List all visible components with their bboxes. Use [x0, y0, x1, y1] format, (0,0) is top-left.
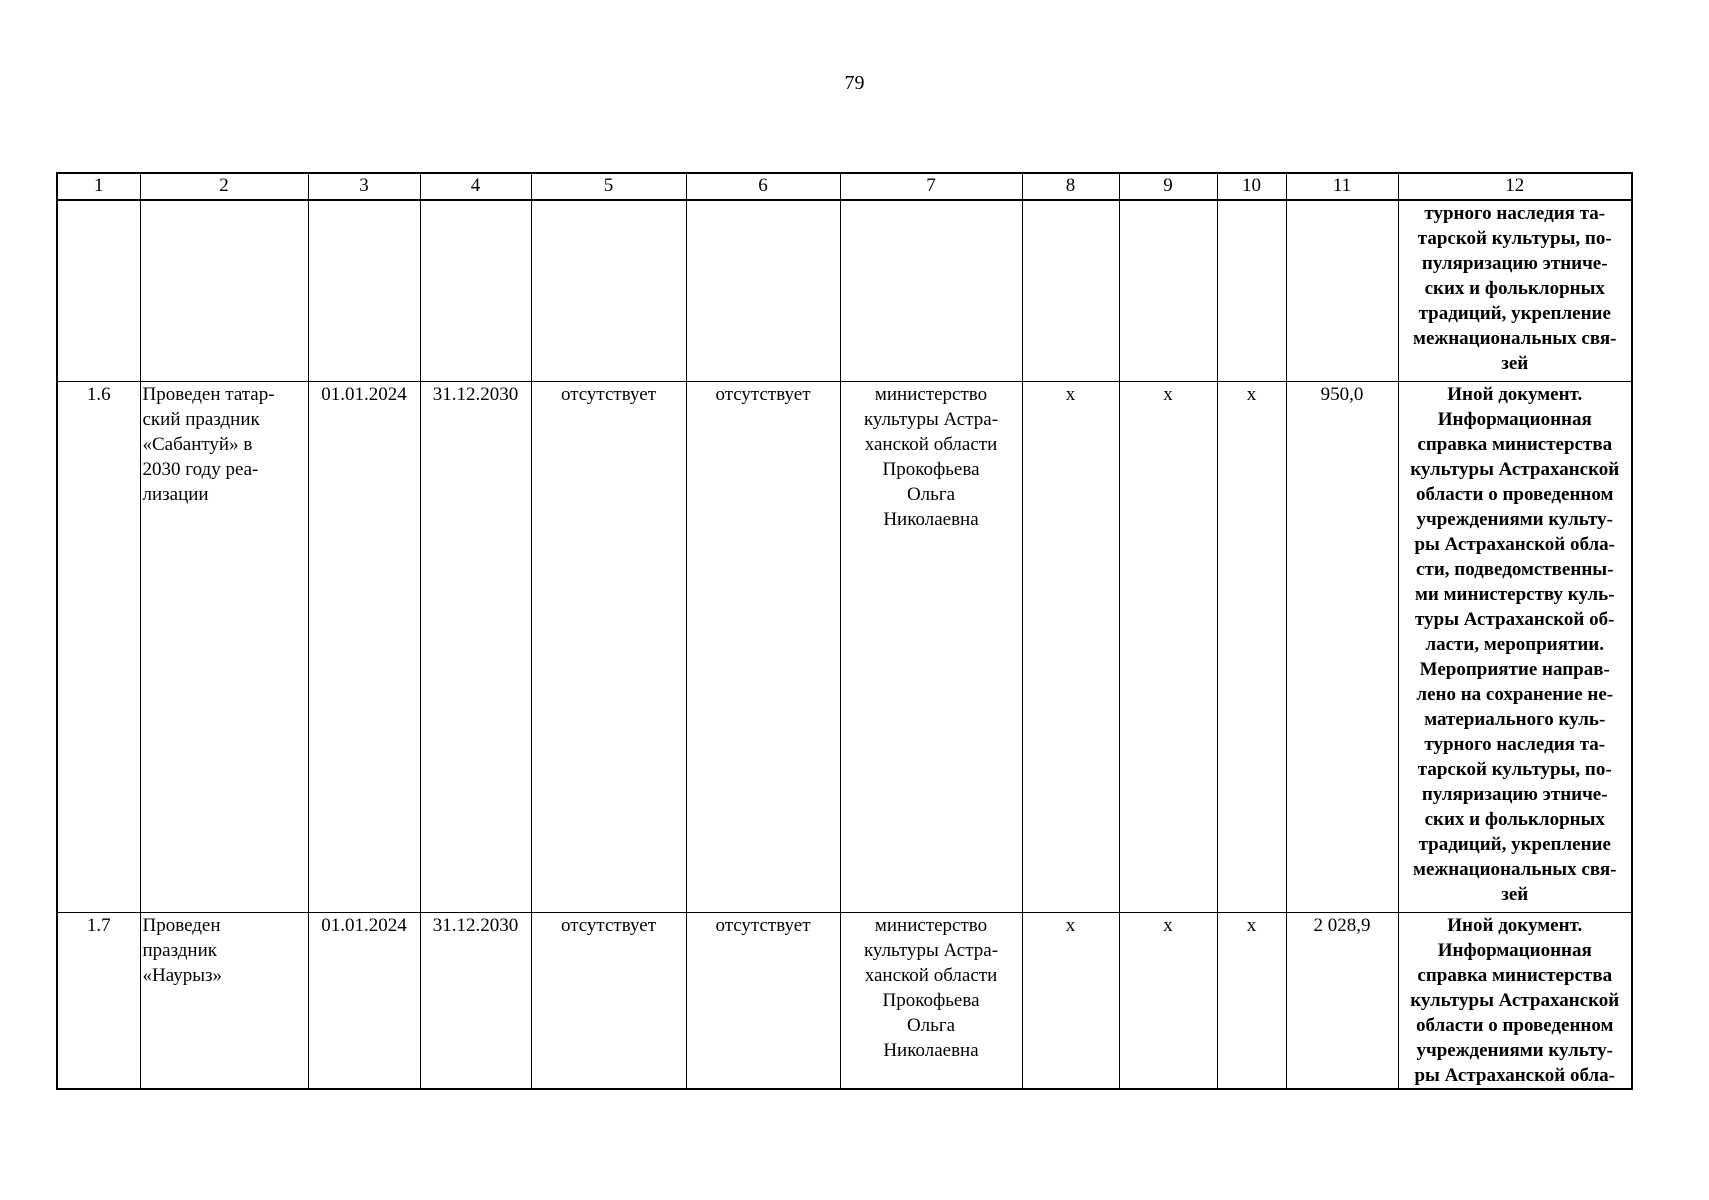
- document-line: Информационная: [1437, 409, 1592, 430]
- cell-col10: [1217, 200, 1286, 382]
- column-header: 3: [308, 173, 420, 200]
- page-number: 79: [844, 72, 865, 94]
- document-line: сти, подведомственны-: [1416, 559, 1614, 580]
- document-line: зей: [1501, 884, 1529, 905]
- cell-name: [140, 913, 308, 1090]
- cell-col6: отсутствует: [686, 913, 840, 1090]
- cell-number: [57, 200, 140, 382]
- cell-end-date: 31.12.2030: [420, 913, 531, 1090]
- cell-end-date: 31.12.2030: [420, 382, 531, 913]
- document-line: турного наследия та-: [1424, 203, 1606, 224]
- column-header: 1: [57, 173, 140, 200]
- cell-col5: [531, 200, 686, 382]
- responsible-line: министерство: [874, 384, 988, 405]
- responsible-line: Николаевна: [883, 509, 979, 530]
- document-line: ры Астраханской обла-: [1414, 534, 1615, 555]
- responsible-line: Прокофьева: [882, 990, 980, 1011]
- cell-responsible: [840, 913, 1022, 1090]
- document-line: ры Астраханской обла-: [1414, 1065, 1615, 1086]
- responsible-line: Прокофьева: [882, 459, 980, 480]
- cell-col5: отсутствует: [531, 913, 686, 1090]
- cell-col8: [1022, 200, 1119, 382]
- cell-document: [1398, 200, 1632, 382]
- responsible-line: Николаевна: [883, 1040, 979, 1061]
- cell-col10: х: [1217, 382, 1286, 913]
- cell-amount: 950,0: [1286, 382, 1398, 913]
- responsible-line: культуры Астра-: [863, 409, 999, 430]
- document-line: культуры Астраханской: [1410, 459, 1620, 480]
- column-header: 6: [686, 173, 840, 200]
- column-header: 2: [140, 173, 308, 200]
- document-line: Информационная: [1437, 940, 1592, 961]
- document-line: пуляризацию этниче-: [1421, 784, 1608, 805]
- cell-responsible: [840, 382, 1022, 913]
- name-line: праздник: [142, 940, 217, 961]
- document-line: пуляризацию этниче-: [1421, 253, 1608, 274]
- document-line: лено на сохранение не-: [1416, 684, 1614, 705]
- document-line: области о проведенном: [1416, 484, 1614, 505]
- document-line: межнациональных свя-: [1413, 859, 1617, 880]
- name-line: «Наурыз»: [142, 965, 222, 986]
- cell-end-date: [420, 200, 531, 382]
- document-line: области о проведенном: [1416, 1015, 1614, 1036]
- document-line: традиций, укрепление: [1418, 834, 1611, 855]
- cell-start-date: 01.01.2024: [308, 913, 420, 1090]
- cell-col5: отсутствует: [531, 382, 686, 913]
- document-line: справка министерства: [1417, 965, 1613, 986]
- name-line: лизации: [142, 484, 209, 505]
- document-line: учреждениями культу-: [1416, 509, 1613, 530]
- document-line: тарской культуры, по-: [1417, 228, 1612, 249]
- name-line: Проведен татар-: [142, 384, 275, 405]
- name-line: Проведен: [142, 915, 221, 936]
- cell-col10: х: [1217, 913, 1286, 1090]
- column-number-row: [57, 173, 1632, 200]
- cell-col9: х: [1119, 913, 1217, 1090]
- document-line: ских и фольклорных: [1424, 809, 1605, 830]
- document-line: Мероприятие направ-: [1419, 659, 1610, 680]
- document-line: учреждениями культу-: [1416, 1040, 1613, 1061]
- cell-name: [140, 200, 308, 382]
- document-line: Иной документ.: [1447, 915, 1583, 936]
- cell-number: 1.6: [57, 382, 140, 913]
- name-line: «Сабантуй» в: [142, 434, 253, 455]
- cell-col9: [1119, 200, 1217, 382]
- document-line: туры Астраханской об-: [1415, 609, 1615, 630]
- document-line: тарской культуры, по-: [1417, 759, 1612, 780]
- cell-amount: [1286, 200, 1398, 382]
- column-header: 9: [1119, 173, 1217, 200]
- document-line: зей: [1501, 353, 1529, 374]
- column-header: 7: [840, 173, 1022, 200]
- cell-col8: х: [1022, 382, 1119, 913]
- responsible-line: культуры Астра-: [863, 940, 999, 961]
- cell-start-date: 01.01.2024: [308, 382, 420, 913]
- column-header: 12: [1398, 173, 1632, 200]
- table-row-1-6: [57, 382, 1632, 913]
- document-line: материального куль-: [1424, 709, 1606, 730]
- document-line: культуры Астраханской: [1410, 990, 1620, 1011]
- document-line: турного наследия та-: [1424, 734, 1606, 755]
- document-line: ми министерству куль-: [1414, 584, 1615, 605]
- column-header: 10: [1217, 173, 1286, 200]
- document-line: ласти, мероприятии.: [1425, 634, 1605, 655]
- column-header: 5: [531, 173, 686, 200]
- document-line: Иной документ.: [1447, 384, 1583, 405]
- cell-col6: [686, 200, 840, 382]
- responsible-line: ханской области: [864, 965, 998, 986]
- document-line: справка министерства: [1417, 434, 1613, 455]
- responsible-line: ханской области: [864, 434, 998, 455]
- responsible-line: Ольга: [906, 484, 956, 505]
- table-row-continuation: [57, 200, 1632, 382]
- cell-document: [1398, 382, 1632, 913]
- cell-col6: отсутствует: [686, 382, 840, 913]
- responsible-line: министерство: [874, 915, 988, 936]
- cell-col8: х: [1022, 913, 1119, 1090]
- cell-name: [140, 382, 308, 913]
- document-line: ских и фольклорных: [1424, 278, 1605, 299]
- name-line: ский праздник: [142, 409, 260, 430]
- column-header: 8: [1022, 173, 1119, 200]
- column-header: 4: [420, 173, 531, 200]
- cell-responsible: [840, 200, 1022, 382]
- cell-number: 1.7: [57, 913, 140, 1090]
- document-line: межнациональных свя-: [1413, 328, 1617, 349]
- cell-start-date: [308, 200, 420, 382]
- name-line: 2030 году реа-: [142, 459, 259, 480]
- responsible-line: Ольга: [906, 1015, 956, 1036]
- cell-amount: 2 028,9: [1286, 913, 1398, 1090]
- program-table: [56, 172, 1633, 1090]
- cell-col9: х: [1119, 382, 1217, 913]
- document-line: традиций, укрепление: [1418, 303, 1611, 324]
- table-row-1-7: [57, 913, 1632, 1090]
- cell-document: [1398, 913, 1632, 1090]
- column-header: 11: [1286, 173, 1398, 200]
